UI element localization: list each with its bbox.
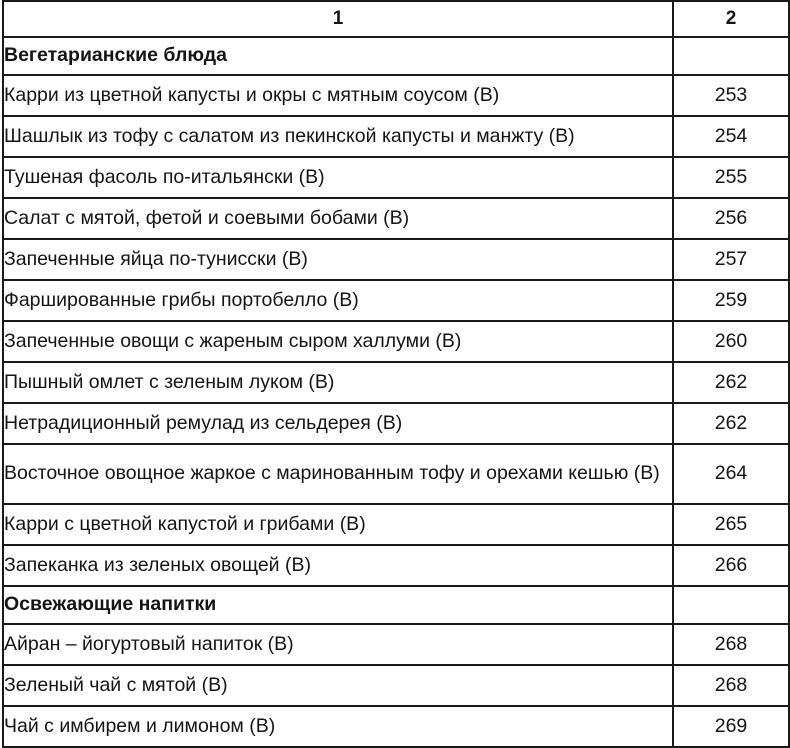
page-number: 269 [673,706,789,747]
table-header [3,1,789,37]
recipe-name: Айран – йогуртовый напиток (В) [3,624,673,665]
page-number: 264 [673,444,789,504]
page-number: 255 [673,157,789,198]
table-row [3,665,789,706]
table-header-row [3,1,789,37]
table-row [3,321,789,362]
table-row [3,624,789,665]
section-row [3,586,789,624]
recipe-name: Шашлык из тофу с салатом из пекинской капусты и манжту (В) [3,116,673,157]
page-number: 268 [673,624,789,665]
page-number: 266 [673,545,789,586]
table-row [3,362,789,403]
section-row [3,37,789,75]
page-number: 262 [673,362,789,403]
recipe-name: Нетрадиционный ремулад из сельдерея (В) [3,403,673,444]
recipe-name: Пышный омлет с зеленым луком (В) [3,362,673,403]
table-row [3,280,789,321]
page-number: 265 [673,504,789,545]
section-title: Вегетарианские блюда [3,37,673,75]
recipe-name: Восточное овощное жаркое с маринованным тофу и орехами кешью (В) [3,444,673,504]
page-number: 259 [673,280,789,321]
column-header-page: 2 [673,1,789,37]
table-row [3,545,789,586]
recipe-name: Тушеная фасоль по-итальянски (В) [3,157,673,198]
table-row [3,403,789,444]
recipe-name: Запеченные овощи с жареным сыром халлуми (В) [3,321,673,362]
page-number: 256 [673,198,789,239]
recipe-name: Салат с мятой, фетой и соевыми бобами (В) [3,198,673,239]
table-row [3,706,789,747]
table-row [3,157,789,198]
table-row [3,75,789,116]
recipe-name: Зеленый чай с мятой (В) [3,665,673,706]
page-number [673,37,789,75]
page-number: 257 [673,239,789,280]
table-row [3,239,789,280]
page-number: 268 [673,665,789,706]
table-row [3,504,789,545]
column-header-name: 1 [3,1,673,37]
recipe-name: Карри из цветной капусты и окры с мятным соусом (В) [3,75,673,116]
recipe-name: Запеканка из зеленых овощей (В) [3,545,673,586]
table-row [3,444,789,504]
recipe-name: Фаршированные грибы портобелло (В) [3,280,673,321]
table-row [3,198,789,239]
recipe-name: Карри с цветной капустой и грибами (В) [3,504,673,545]
page-number: 260 [673,321,789,362]
recipe-name: Чай с имбирем и лимоном (В) [3,706,673,747]
recipe-name: Запеченные яйца по-тунисски (В) [3,239,673,280]
page-number [673,586,789,624]
section-title: Освежающие напитки [3,586,673,624]
page-number: 253 [673,75,789,116]
menu-contents-table [2,0,790,748]
page-number: 262 [673,403,789,444]
page-number: 254 [673,116,789,157]
table-body [3,37,789,747]
table-row [3,116,789,157]
